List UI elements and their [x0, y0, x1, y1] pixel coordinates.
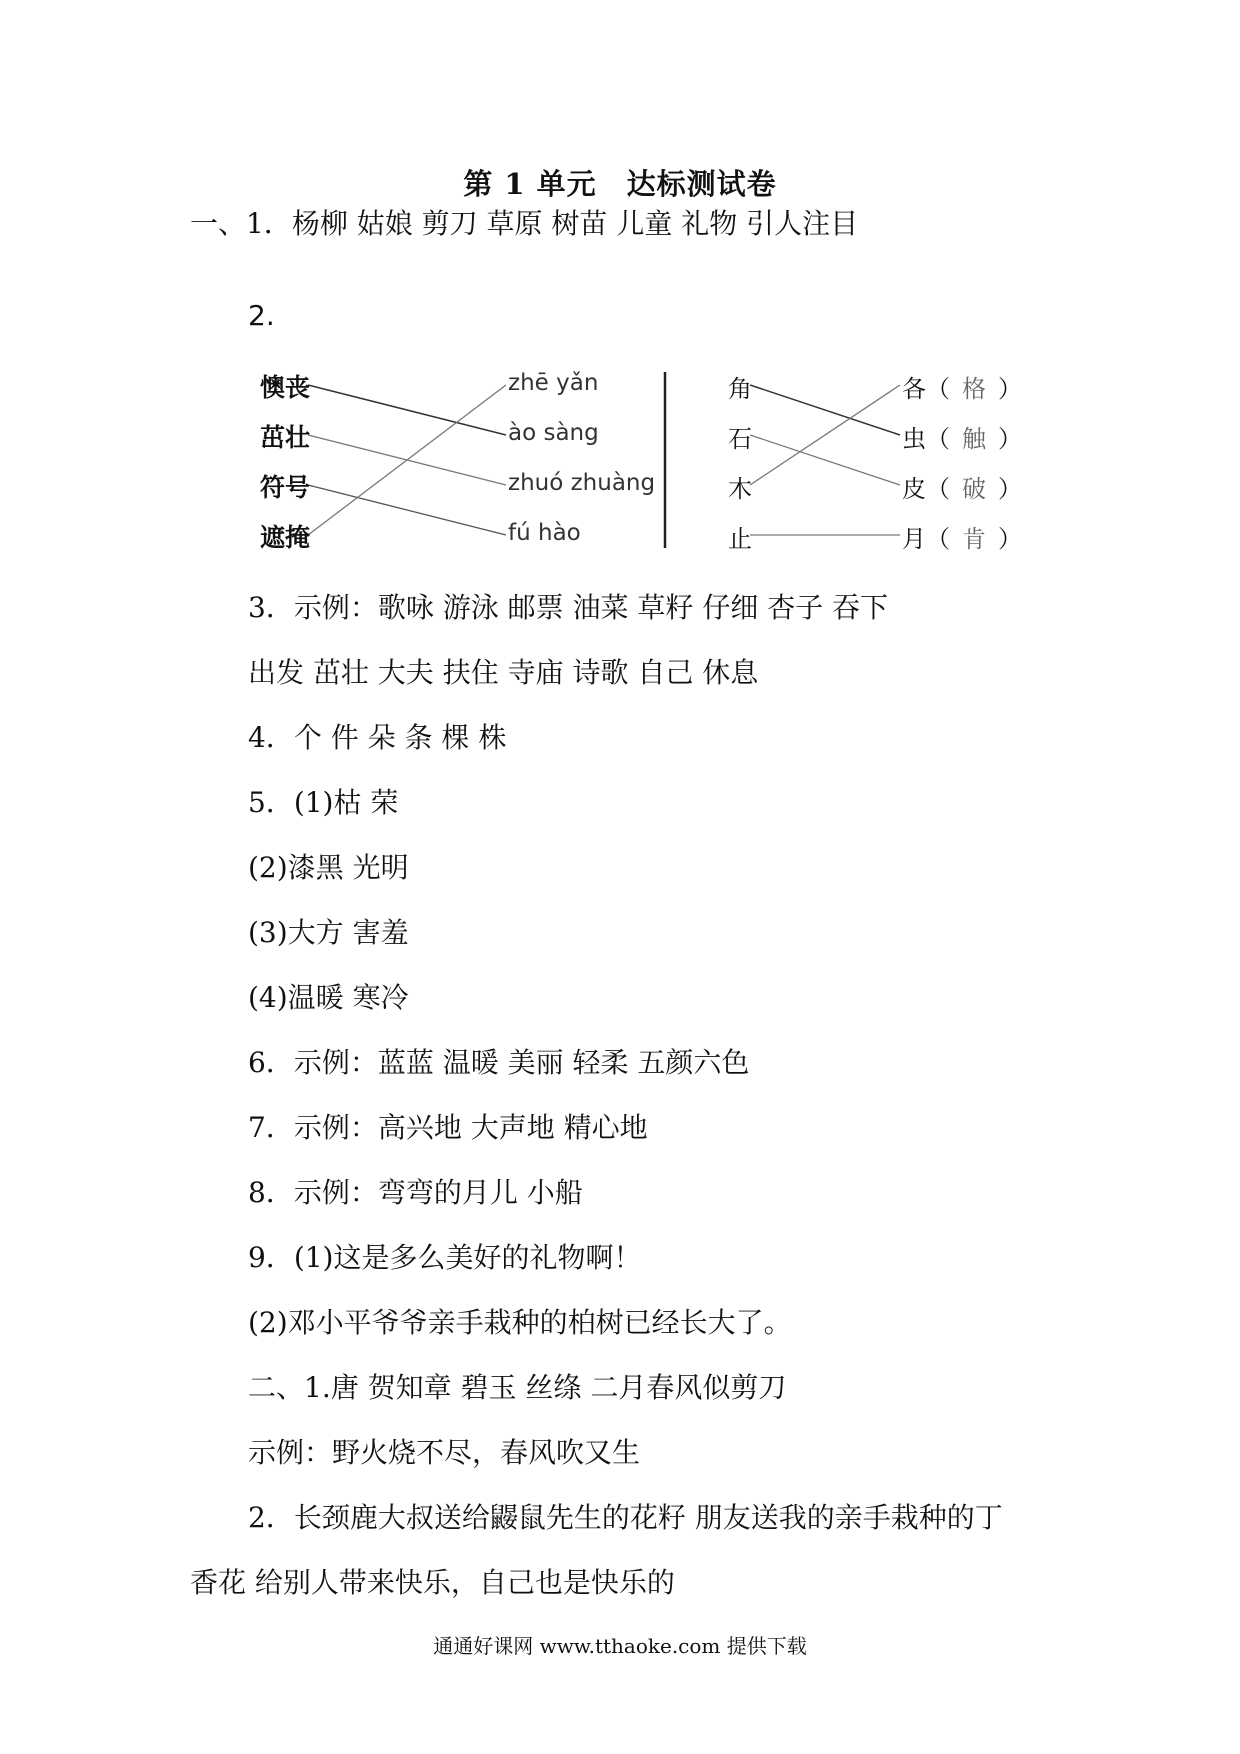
pair-open: （: [926, 525, 950, 553]
question5-part1: 5．(1)枯 荣: [248, 786, 399, 819]
section2-question1: 二、1.唐 贺知章 碧玉 丝绦 二月春风似剪刀: [248, 1371, 787, 1404]
pinyin-2: ào sàng: [508, 420, 599, 446]
pair-row-2: [902, 419, 1022, 454]
match-line-aosang: [308, 385, 506, 435]
question8: 8．示例：弯弯的月儿 小船: [248, 1176, 583, 1209]
question9-part1: 9．(1)这是多么美好的礼物啊！: [248, 1241, 642, 1274]
pair-answer: 肯: [962, 525, 986, 553]
pair-answer: 触: [962, 425, 986, 453]
pair-answer: 破: [962, 475, 986, 503]
left-word-2: 茁壮: [260, 423, 311, 452]
pair-char: 各: [902, 375, 926, 403]
match-line-po: [750, 435, 900, 485]
pinyin-3: zhuó zhuàng: [508, 470, 656, 496]
section2-question2-line2: 香花 给别人带来快乐，自己也是快乐的: [190, 1566, 675, 1599]
section1-question1: 一、1．杨柳 姑娘 剪刀 草原 树苗 儿童 礼物 引人注目: [190, 207, 859, 240]
radical-4: 止: [728, 525, 752, 553]
left-word-4: 遮掩: [260, 523, 311, 552]
radical-1: 角: [728, 375, 752, 403]
question7: 7．示例：高兴地 大声地 精心地: [248, 1111, 648, 1144]
left-word-3: 符号: [260, 473, 311, 502]
radical-3: 木: [728, 475, 752, 503]
pair-open: （: [926, 375, 950, 403]
pair-char: 月: [902, 525, 926, 553]
match-line-ge: [750, 385, 900, 485]
pair-close: ）: [998, 375, 1022, 403]
match-line-chu: [750, 385, 900, 435]
pair-close: ）: [998, 425, 1022, 453]
radical-2: 石: [728, 425, 752, 453]
page-title: 第 1 单元 达标测试卷: [463, 167, 777, 201]
pair-row-1: [902, 369, 1022, 404]
question5-part4: (4)温暖 寒冷: [248, 981, 409, 1014]
question9-part2: (2)邓小平爷爷亲手栽种的柏树已经长大了。: [248, 1306, 792, 1339]
pair-open: （: [926, 425, 950, 453]
pair-char: 皮: [902, 475, 926, 503]
match-line-zheyan: [308, 385, 506, 535]
pair-close: ）: [998, 475, 1022, 503]
section1-question2-label: 2.: [248, 299, 275, 332]
pair-char: 虫: [902, 425, 926, 453]
question3-line1: 3．示例：歌咏 游泳 邮票 油菜 草籽 仔细 杏子 吞下: [248, 591, 889, 624]
question6: 6．示例：蓝蓝 温暖 美丽 轻柔 五颜六色: [248, 1046, 750, 1079]
pair-row-4: [902, 519, 1022, 554]
section2-question2-line1: 2．长颈鹿大叔送给鼹鼠先生的花籽 朋友送我的亲手栽种的丁: [248, 1501, 1003, 1534]
matching-exercise: [250, 360, 1080, 560]
match-line-fuhao: [308, 485, 506, 535]
pair-close: ）: [998, 525, 1022, 553]
pair-row-3: [902, 469, 1022, 504]
pair-open: （: [926, 475, 950, 503]
footer-watermark: 通通好课网 www.tthaoke.com 提供下载: [433, 1634, 807, 1658]
pinyin-4: fú hào: [508, 520, 581, 546]
question3-line2: 出发 茁壮 大夫 扶住 寺庙 诗歌 自己 休息: [248, 656, 759, 689]
pair-answer: 格: [962, 375, 986, 403]
question5-part3: (3)大方 害羞: [248, 916, 409, 949]
section2-example: 示例：野火烧不尽，春风吹又生: [248, 1436, 641, 1469]
left-word-1: 懊丧: [260, 373, 311, 402]
pinyin-1: zhē yǎn: [508, 370, 599, 396]
question5-part2: (2)漆黑 光明: [248, 851, 409, 884]
question4: 4．个 件 朵 条 棵 株: [248, 721, 507, 754]
